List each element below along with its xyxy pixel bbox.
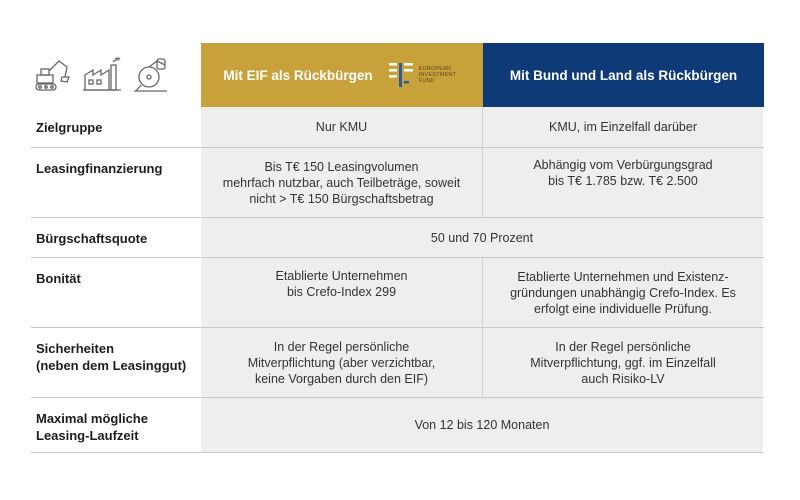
cell-bund: In der Regel persönliche Mitverpflichtung, ggf. im Einzelfall auch Risiko-LV	[482, 328, 763, 397]
row-buergschaftsquote	[31, 218, 764, 258]
eif-logo-mark	[387, 61, 415, 89]
row-label: Zielgruppe	[36, 120, 103, 135]
row-label: Sicherheiten (neben dem Leasinggut)	[36, 341, 187, 373]
row-bonitaet	[31, 258, 764, 328]
header-row	[31, 43, 764, 107]
row-laufzeit	[31, 398, 764, 453]
excavator-icon	[33, 55, 73, 95]
row-leasingfinanzierung	[31, 148, 764, 218]
cell-both: Von 12 bis 120 Monaten	[200, 398, 763, 452]
row-label: Maximal mögliche Leasing-Laufzeit	[36, 411, 148, 443]
bund-header-title: Mit Bund und Land als Rückbürgen	[509, 67, 738, 83]
cell-bund: Abhängig vom Verbürgungsgrad bis T€ 1.785 bzw. T€ 2.500	[482, 148, 763, 217]
comparison-table	[31, 43, 764, 453]
cell-eif: Etablierte Unternehmen bis Crefo-Index 299	[200, 258, 482, 327]
row-sicherheiten	[31, 328, 764, 398]
cell-bund: Etablierte Unternehmen und Existenz- gründungen unabhängig Crefo-Index. Es erfolgt eine individuelle Prüfung.	[482, 258, 763, 327]
factory-icon	[81, 55, 123, 95]
cell-eif: Nur KMU	[200, 107, 482, 147]
cell-eif: Bis T€ 150 Leasingvolumen mehrfach nutzbar, auch Teilbeträge, soweit nicht > T€ 150 Bürgschaftsbetrag	[200, 148, 482, 217]
bund-header	[483, 43, 764, 107]
saw-icon	[131, 55, 171, 95]
eif-header-title: Mit EIF als Rückbürgen	[223, 67, 373, 83]
row-label: Bonität	[36, 271, 81, 286]
icon-group	[31, 43, 200, 107]
cell-both: 50 und 70 Prozent	[200, 218, 763, 257]
eif-logo	[387, 61, 461, 89]
cell-eif: In der Regel persönliche Mitverpflichtung (aber verzichtbar, keine Vorgaben durch den EIF)	[200, 328, 482, 397]
eif-logo-text: EUROPEAN INVESTMENT FUND	[418, 66, 457, 84]
row-zielgruppe	[31, 107, 764, 148]
cell-bund: KMU, im Einzelfall darüber	[482, 107, 763, 147]
eif-header	[200, 43, 483, 107]
row-label: Bürgschaftsquote	[36, 231, 148, 246]
row-label: Leasingfinanzierung	[36, 161, 163, 176]
